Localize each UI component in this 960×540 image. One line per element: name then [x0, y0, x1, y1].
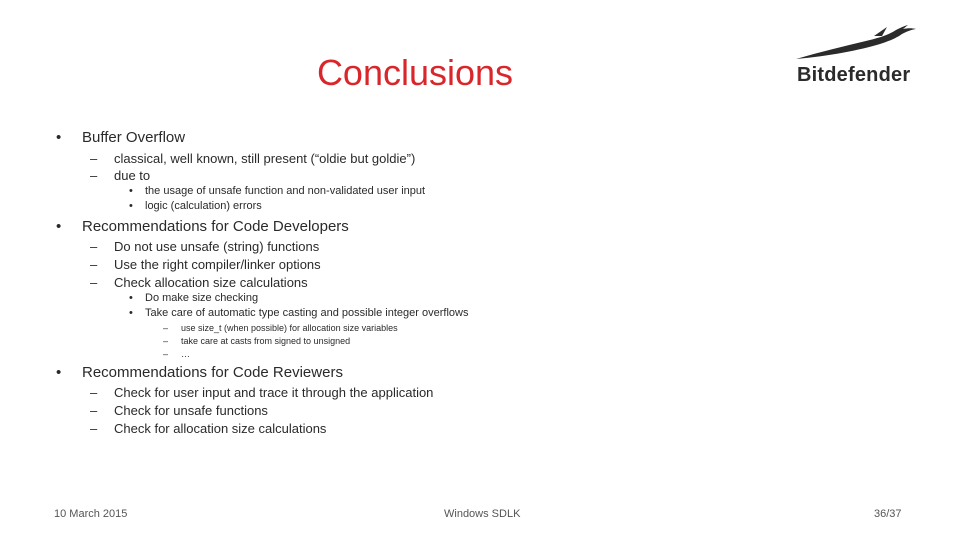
dash-marker: – — [90, 168, 98, 183]
bullet-code-developers: Recommendations for Code Developers — [82, 218, 349, 235]
subsub-item: logic (calculation) errors — [145, 200, 262, 212]
sub-item: Use the right compiler/linker options — [114, 257, 321, 272]
sub-item: Check for unsafe functions — [114, 403, 268, 418]
subsub-item: Do make size checking — [145, 292, 259, 304]
bullet-marker: • — [56, 129, 62, 146]
subsub-item: Take care of automatic type casting and possible integer overflows — [145, 307, 469, 319]
bullet-marker: • — [56, 364, 62, 381]
sub-item: Check for user input and trace it through the application — [114, 385, 434, 400]
bullet-marker: • — [129, 185, 133, 197]
bullet-marker: • — [56, 218, 62, 235]
logo-text: Bitdefender — [797, 64, 911, 86]
dash-marker: – — [90, 239, 98, 254]
dash-marker: – — [163, 323, 169, 333]
dash-marker: – — [163, 349, 169, 359]
subsubsub-item: … — [181, 349, 190, 359]
bullet-marker: • — [129, 200, 133, 212]
subsubsub-item: take care at casts from signed to unsigned — [181, 336, 351, 346]
sub-item: due to — [114, 168, 151, 183]
dash-marker: – — [90, 385, 98, 400]
bitdefender-wolf-logo-icon — [790, 22, 920, 62]
dash-marker: – — [90, 257, 98, 272]
bitdefender-logo — [790, 22, 920, 94]
footer-date: 10 March 2015 — [54, 508, 128, 520]
slide-title: Conclusions — [316, 52, 514, 93]
dash-marker: – — [90, 275, 98, 290]
dash-marker: – — [90, 403, 98, 418]
subsubsub-item: use size_t (when possible) for allocation size variables — [181, 323, 398, 333]
bullet-code-reviewers: Recommendations for Code Reviewers — [82, 364, 343, 381]
sub-item: Do not use unsafe (string) functions — [114, 239, 320, 254]
dash-marker: – — [90, 421, 98, 436]
footer-center: Windows SDLK — [444, 508, 521, 520]
dash-marker: – — [90, 151, 98, 166]
bullet-marker: • — [129, 292, 133, 304]
sub-item: classical, well known, still present (“oldie but goldie”) — [114, 151, 416, 166]
bullet-buffer-overflow: Buffer Overflow — [82, 129, 186, 146]
bullet-marker: • — [129, 307, 133, 319]
sub-item: Check allocation size calculations — [114, 275, 308, 290]
dash-marker: – — [163, 336, 169, 346]
subsub-item: the usage of unsafe function and non-validated user input — [145, 185, 426, 197]
sub-item: Check for allocation size calculations — [114, 421, 327, 436]
footer-page-number: 36/37 — [874, 508, 902, 520]
